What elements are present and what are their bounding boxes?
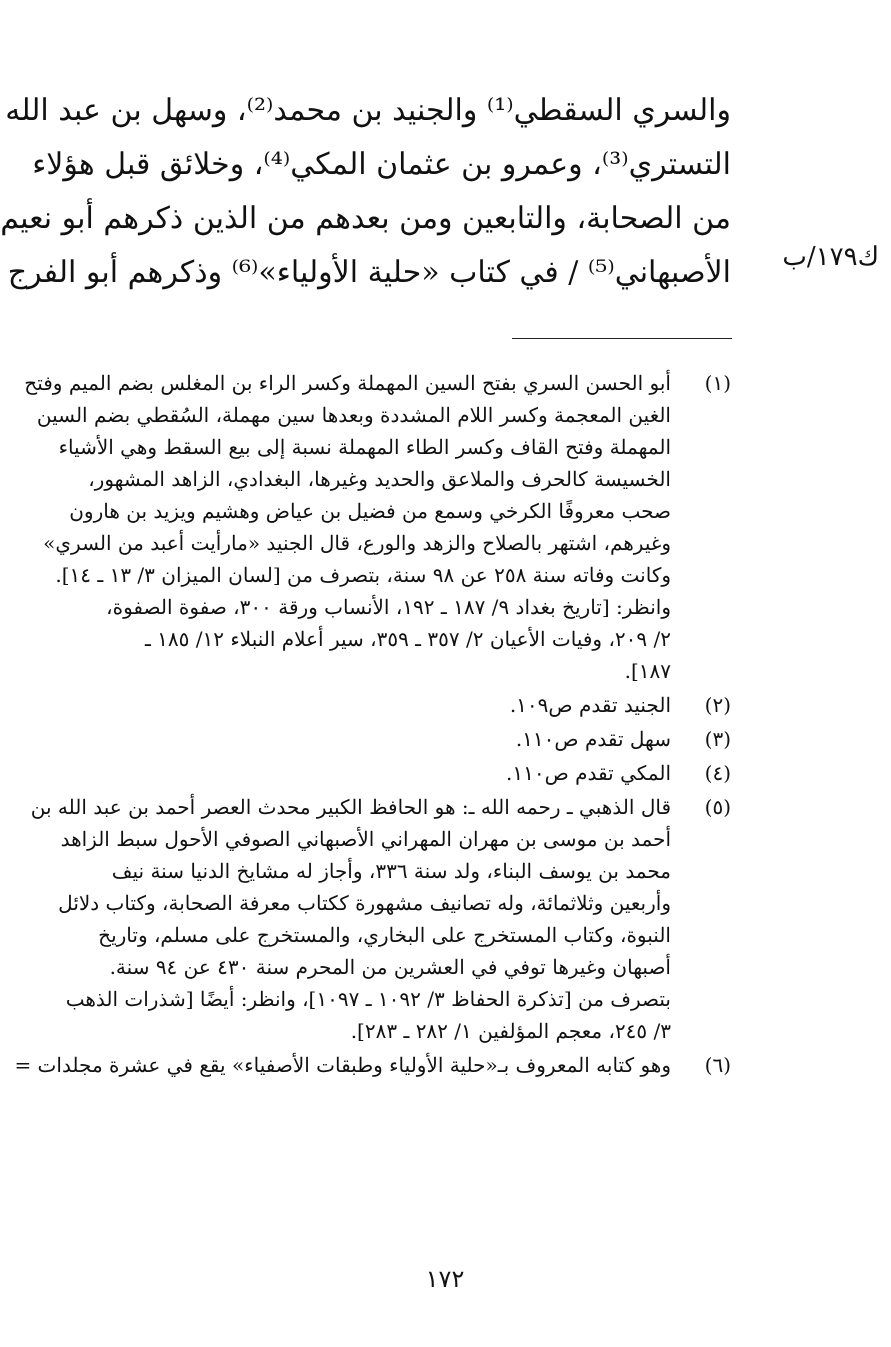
manuscript-folio-marker: ك١٧٩/ب bbox=[782, 242, 879, 272]
footnote-line: محمد بن يوسف البناء، ولد سنة ٣٣٦، وأجاز له مشايخ الدنيا سنة نيف bbox=[111, 859, 671, 883]
footnote-line: أصبهان وغيرها توفي في العشرين من المحرم سنة ٤٣٠ عن ٩٤ سنة. bbox=[109, 955, 671, 979]
main-text-line: التستري⁽³⁾، وعمرو بن عثمان المكي⁽⁴⁾، وخلائق قبل هؤلاء bbox=[32, 147, 731, 182]
footnote-line: الجنيد تقدم ص١٠٩. bbox=[509, 693, 671, 717]
footnote-line: المهملة وفتح القاف وكسر الطاء المهملة نسبة إلى بيع السقط وهي الأشياء bbox=[58, 435, 671, 459]
footnote-line: النبوة، وكتاب المستخرج على البخاري، والمستخرج على مسلم، وتاريخ bbox=[98, 923, 671, 947]
main-text bbox=[0, 84, 731, 300]
footnote-number: (٥) bbox=[704, 795, 731, 819]
footnote-line: أحمد بن موسى بن مهران المهراني الأصبهاني الصوفي الأحول سبط الزاهد bbox=[60, 827, 671, 851]
footnote-line: قال الذهبي ـ رحمه الله ـ: هو الحافظ الكبير محدث العصر أحمد بن عبد الله بن bbox=[30, 795, 671, 819]
footnote-line: وأربعين وثلاثمائة، وله تصانيف مشهورة ككتاب معرفة الصحابة، وكتاب دلائل bbox=[58, 891, 671, 915]
footnote-line: وهو كتابه المعروف بـ«حلية الأولياء وطبقات الأصفياء» يقع في عشرة مجلدات = bbox=[14, 1053, 671, 1077]
footnote-number: (٢) bbox=[704, 693, 731, 717]
footnote-line: المكي تقدم ص١١٠. bbox=[506, 761, 671, 785]
footnote-line: الخسيسة كالحرف والملاعق والحديد وغيرها، البغدادي، الزاهد المشهور، bbox=[88, 467, 671, 491]
footnotes bbox=[14, 367, 731, 1083]
footnote-separator bbox=[512, 338, 732, 339]
footnote-number: (١) bbox=[704, 371, 731, 395]
footnote-line: وانظر: [تاريخ بغداد ٩/ ١٨٧ ـ ١٩٢، الأنساب ورقة ٣٠٠، صفوة الصفوة، bbox=[106, 595, 671, 619]
footnote-4 bbox=[151, 757, 731, 789]
footnote-line: بتصرف من [تذكرة الحفاظ ٣/ ١٠٩٢ ـ ١٠٩٧]، وانظر: أيضًا [شذرات الذهب bbox=[65, 987, 671, 1011]
footnote-6 bbox=[14, 1049, 731, 1081]
footnote-2 bbox=[151, 689, 731, 721]
main-text-line: والسري السقطي⁽¹⁾ والجنيد بن محمد⁽²⁾، وسهل بن عبد الله bbox=[5, 93, 731, 128]
footnote-line: ٣/ ٢٤٥، معجم المؤلفين ١/ ٢٨٢ ـ ٢٨٣]. bbox=[350, 1019, 671, 1043]
page-number: ١٧٢ bbox=[425, 1265, 465, 1293]
footnote-line: أبو الحسن السري بفتح السين المهملة وكسر الراء بن المغلس بضم الميم وفتح bbox=[24, 371, 671, 395]
footnote-line: وغيرهم، اشتهر بالصلاح والزهد والورع، قال الجنيد «مارأيت أعبد من السري» bbox=[43, 531, 671, 555]
main-text-line: الأصبهاني⁽⁵⁾ / في كتاب «حلية الأولياء»⁽⁶⁾ وذكرهم أبو الفرج bbox=[7, 255, 731, 290]
footnote-number: (٤) bbox=[704, 761, 731, 785]
footnote-line: وكانت وفاته سنة ٢٥٨ عن ٩٨ سنة، بتصرف من [لسان الميزان ٣/ ١٣ ـ ١٤]. bbox=[55, 563, 671, 587]
footnote-number: (٦) bbox=[704, 1053, 731, 1077]
footnote-1 bbox=[24, 367, 731, 687]
main-text-line: من الصحابة، والتابعين ومن بعدهم من الذين ذكرهم أبو نعيم bbox=[0, 201, 731, 236]
footnote-line: الغين المعجمة وكسر اللام المشددة وبعدها سين مهملة، السُقطي بضم السين bbox=[36, 403, 671, 427]
footnote-5 bbox=[30, 791, 731, 1047]
footnote-line: ١٨٧]. bbox=[624, 659, 671, 683]
footnote-line: ٢/ ٢٠٩، وفيات الأعيان ٢/ ٣٥٧ ـ ٣٥٩، سير أعلام النبلاء ١٢/ ١٨٥ ـ bbox=[144, 627, 671, 651]
footnote-3 bbox=[151, 723, 731, 755]
footnote-line: صحب معروفًا الكرخي وسمع من فضيل بن عياض وهشيم ويزيد بن هارون bbox=[69, 499, 671, 523]
footnote-number: (٣) bbox=[704, 727, 731, 751]
footnote-line: سهل تقدم ص١١٠. bbox=[515, 727, 671, 751]
